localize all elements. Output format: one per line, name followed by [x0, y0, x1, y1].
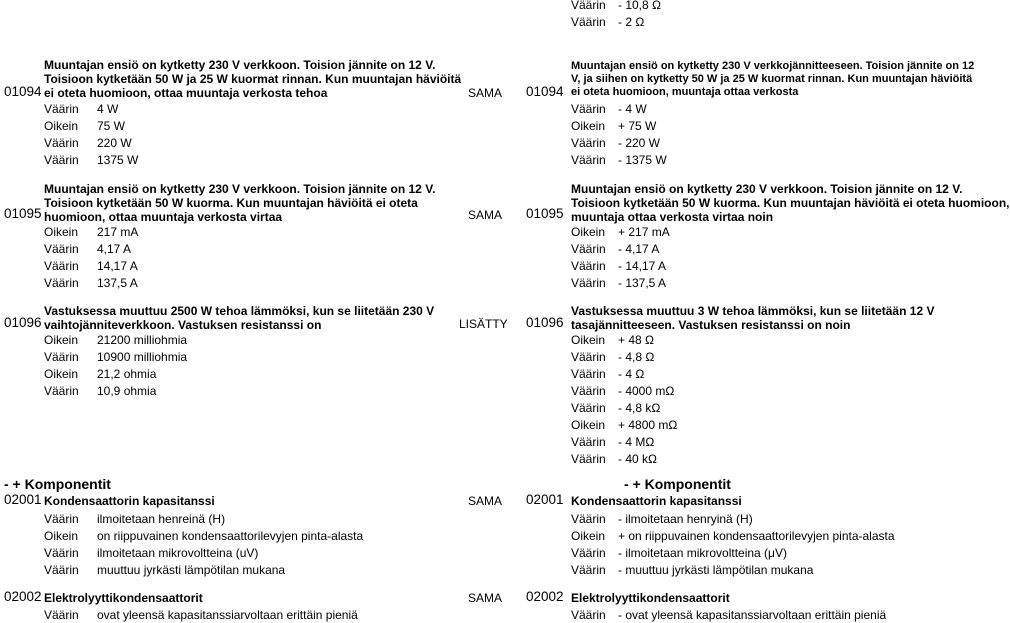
answer-text: - 4000 mΩ	[618, 384, 675, 398]
answer-text: ovat yleensä kapasitanssiarvoltaan erittäin pieniä	[97, 608, 358, 622]
answer-mark: Väärin	[571, 512, 606, 526]
answer-text: + 217 mA	[618, 225, 670, 239]
answer-mark: Oikein	[571, 529, 606, 543]
answer-mark: Oikein	[44, 333, 79, 347]
answer-mark: Väärin	[44, 102, 79, 116]
answer-text: 4 W	[97, 102, 119, 116]
question-code-right: 02002	[526, 589, 564, 604]
answer-text: on riippuvainen kondensaattorilevyjen pinta-alasta	[97, 529, 364, 543]
section-heading-left: - + Komponentit	[4, 476, 111, 492]
answer-mark: Väärin	[571, 435, 606, 449]
answer-text: + 4800 mΩ	[618, 418, 678, 432]
answer-text: 21,2 ohmia	[97, 367, 157, 381]
answer-mark: Oikein	[571, 333, 606, 347]
answer-text: 4,17 A	[97, 242, 132, 256]
answer-text: 217 mA	[97, 225, 139, 239]
answer-text: - 10,8 Ω	[618, 0, 661, 12]
answer-mark: Oikein	[571, 119, 606, 133]
answer-mark: Väärin	[44, 153, 79, 167]
answer-text: + 48 Ω	[618, 333, 654, 347]
answer-mark: Oikein	[571, 225, 606, 239]
answer-text: 220 W	[97, 136, 132, 150]
question-text-right: Kondensaattorin kapasitanssi	[571, 494, 742, 508]
question-text-right: Vastuksessa muuttuu 3 W tehoa lämmöksi, kun se liitetään 12 V tasajännitteeseen. Vastuksen resistanssi on noin	[571, 304, 935, 332]
answer-mark: Väärin	[571, 367, 606, 381]
answer-mark: Väärin	[571, 0, 606, 12]
answer-text: - 4,8 Ω	[618, 350, 655, 364]
status-label: LISÄTTY	[459, 317, 508, 331]
question-text-left: Muuntajan ensiö on kytketty 230 V verkkoon. Toision jännite on 12 V. Toisioon kytketään 50 W kuorma. Kun muuntajan häviöitä ei oteta huomioon, ottaa muuntaja verkosta virtaa	[44, 182, 436, 224]
answer-mark: Väärin	[571, 102, 606, 116]
answer-text: 10900 milliohmia	[97, 350, 188, 364]
answer-mark: Väärin	[571, 563, 606, 577]
answer-text: 14,17 A	[97, 259, 138, 273]
question-text-left: Kondensaattorin kapasitanssi	[44, 494, 215, 508]
answer-mark: Väärin	[571, 350, 606, 364]
question-code-left: 02002	[4, 589, 42, 604]
status-label: SAMA	[468, 494, 503, 508]
answer-text: - 4,8 kΩ	[618, 401, 661, 415]
question-code-right: 01094	[526, 84, 564, 99]
answer-mark: Väärin	[571, 259, 606, 273]
answer-text: - ilmoitetaan henryinä (H)	[618, 512, 753, 526]
answer-text: - 137,5 A	[618, 276, 667, 290]
question-text-left: Vastuksessa muuttuu 2500 W tehoa lämmöksi, kun se liitetään 230 V vaihtojänniteverkkoon. Vastuksen resistanssi on	[44, 304, 435, 332]
answer-mark: Oikein	[571, 418, 606, 432]
answer-mark: Väärin	[44, 384, 79, 398]
question-text-left: Muuntajan ensiö on kytketty 230 V verkkoon. Toision jännite on 12 V. Toisioon kytketään 50 W ja 25 W kuormat rinnan. Kun muuntajan häviöitä ei oteta huomioon, ottaa muuntaja verkosta tehoa	[44, 58, 462, 100]
answer-mark: Väärin	[44, 563, 79, 577]
question-code-right: 02001	[526, 492, 564, 507]
question-code-left: 01095	[4, 206, 42, 221]
answer-mark: Väärin	[44, 608, 79, 622]
answer-mark: Väärin	[571, 401, 606, 415]
question-code-left: 01094	[4, 84, 42, 99]
answer-text: + 75 W	[618, 119, 657, 133]
answer-text: - ovat yleensä kapasitanssiarvoltaan erittäin pieniä	[618, 608, 887, 622]
question-text-right: Elektrolyyttikondensaattorit	[571, 591, 730, 605]
answer-mark: Väärin	[571, 136, 606, 150]
status-label: SAMA	[468, 591, 503, 605]
answer-text: - 14,17 A	[618, 259, 667, 273]
answer-mark: Väärin	[571, 153, 606, 167]
answer-text: - 4 Ω	[618, 367, 645, 381]
status-label: SAMA	[468, 86, 503, 100]
answer-text: 75 W	[97, 119, 126, 133]
answer-text: 1375 W	[97, 153, 139, 167]
answer-text: ilmoitetaan henreinä (H)	[97, 512, 226, 526]
question-code-left: 01096	[4, 315, 42, 330]
answer-text: 137,5 A	[97, 276, 138, 290]
answer-mark: Väärin	[571, 546, 606, 560]
answer-mark: Väärin	[571, 242, 606, 256]
answer-mark: Väärin	[44, 546, 79, 560]
question-code-right: 01095	[526, 206, 564, 221]
status-label: SAMA	[468, 208, 503, 222]
question-code-left: 02001	[4, 492, 42, 507]
answer-text: - 40 kΩ	[618, 452, 657, 466]
answer-text: - 220 W	[618, 136, 661, 150]
answer-mark: Väärin	[44, 512, 79, 526]
answer-mark: Väärin	[571, 15, 606, 29]
question-code-right: 01096	[526, 315, 564, 330]
answer-mark: Väärin	[571, 276, 606, 290]
answer-mark: Väärin	[571, 384, 606, 398]
answer-mark: Oikein	[44, 529, 79, 543]
answer-text: 10,9 ohmia	[97, 384, 157, 398]
answer-mark: Väärin	[44, 350, 79, 364]
answer-text: 21200 milliohmia	[97, 333, 188, 347]
answer-text: - 4,17 A	[618, 242, 660, 256]
answer-mark: Väärin	[571, 608, 606, 622]
answer-mark: Väärin	[44, 276, 79, 290]
question-text-right: Muuntajan ensiö on kytketty 230 V verkkoon. Toision jännite on 12 V. Toisioon kytketään 50 W kuorma. Kun muuntajan häviöitä ei oteta huomioon, muuntaja ottaa verkosta virtaa noin	[571, 182, 1010, 224]
question-text-right: Muuntajan ensiö on kytketty 230 V verkkojännitteeseen. Toision jännite on 12 V, ja siihen on kytketty 50 W ja 25 W kuormat rinnan. Kun muuntajan häviöitä ei oteta huomioon, muuntaja ottaa verkosta	[571, 60, 975, 98]
answer-mark: Väärin	[44, 259, 79, 273]
answer-text: + on riippuvainen kondensaattorilevyjen pinta-alasta	[618, 529, 895, 543]
answer-text: - ilmoitetaan mikrovoltteina (μV)	[618, 546, 787, 560]
question-text-left: Elektrolyyttikondensaattorit	[44, 591, 203, 605]
answer-mark: Oikein	[44, 225, 79, 239]
section-heading-right: - + Komponentit	[624, 476, 731, 492]
answer-mark: Väärin	[571, 452, 606, 466]
answer-text: - 4 MΩ	[618, 435, 655, 449]
answer-text: - 4 W	[618, 102, 647, 116]
answer-text: ilmoitetaan mikrovoltteina (uV)	[97, 546, 259, 560]
answer-text: - 2 Ω	[618, 15, 645, 29]
answer-mark: Väärin	[44, 136, 79, 150]
answer-text: - 1375 W	[618, 153, 667, 167]
answer-mark: Väärin	[44, 242, 79, 256]
answer-mark: Oikein	[44, 367, 79, 381]
answer-text: - muuttuu jyrkästi lämpötilan mukana	[618, 563, 814, 577]
answer-text: muuttuu jyrkästi lämpötilan mukana	[97, 563, 286, 577]
answer-mark: Oikein	[44, 119, 79, 133]
